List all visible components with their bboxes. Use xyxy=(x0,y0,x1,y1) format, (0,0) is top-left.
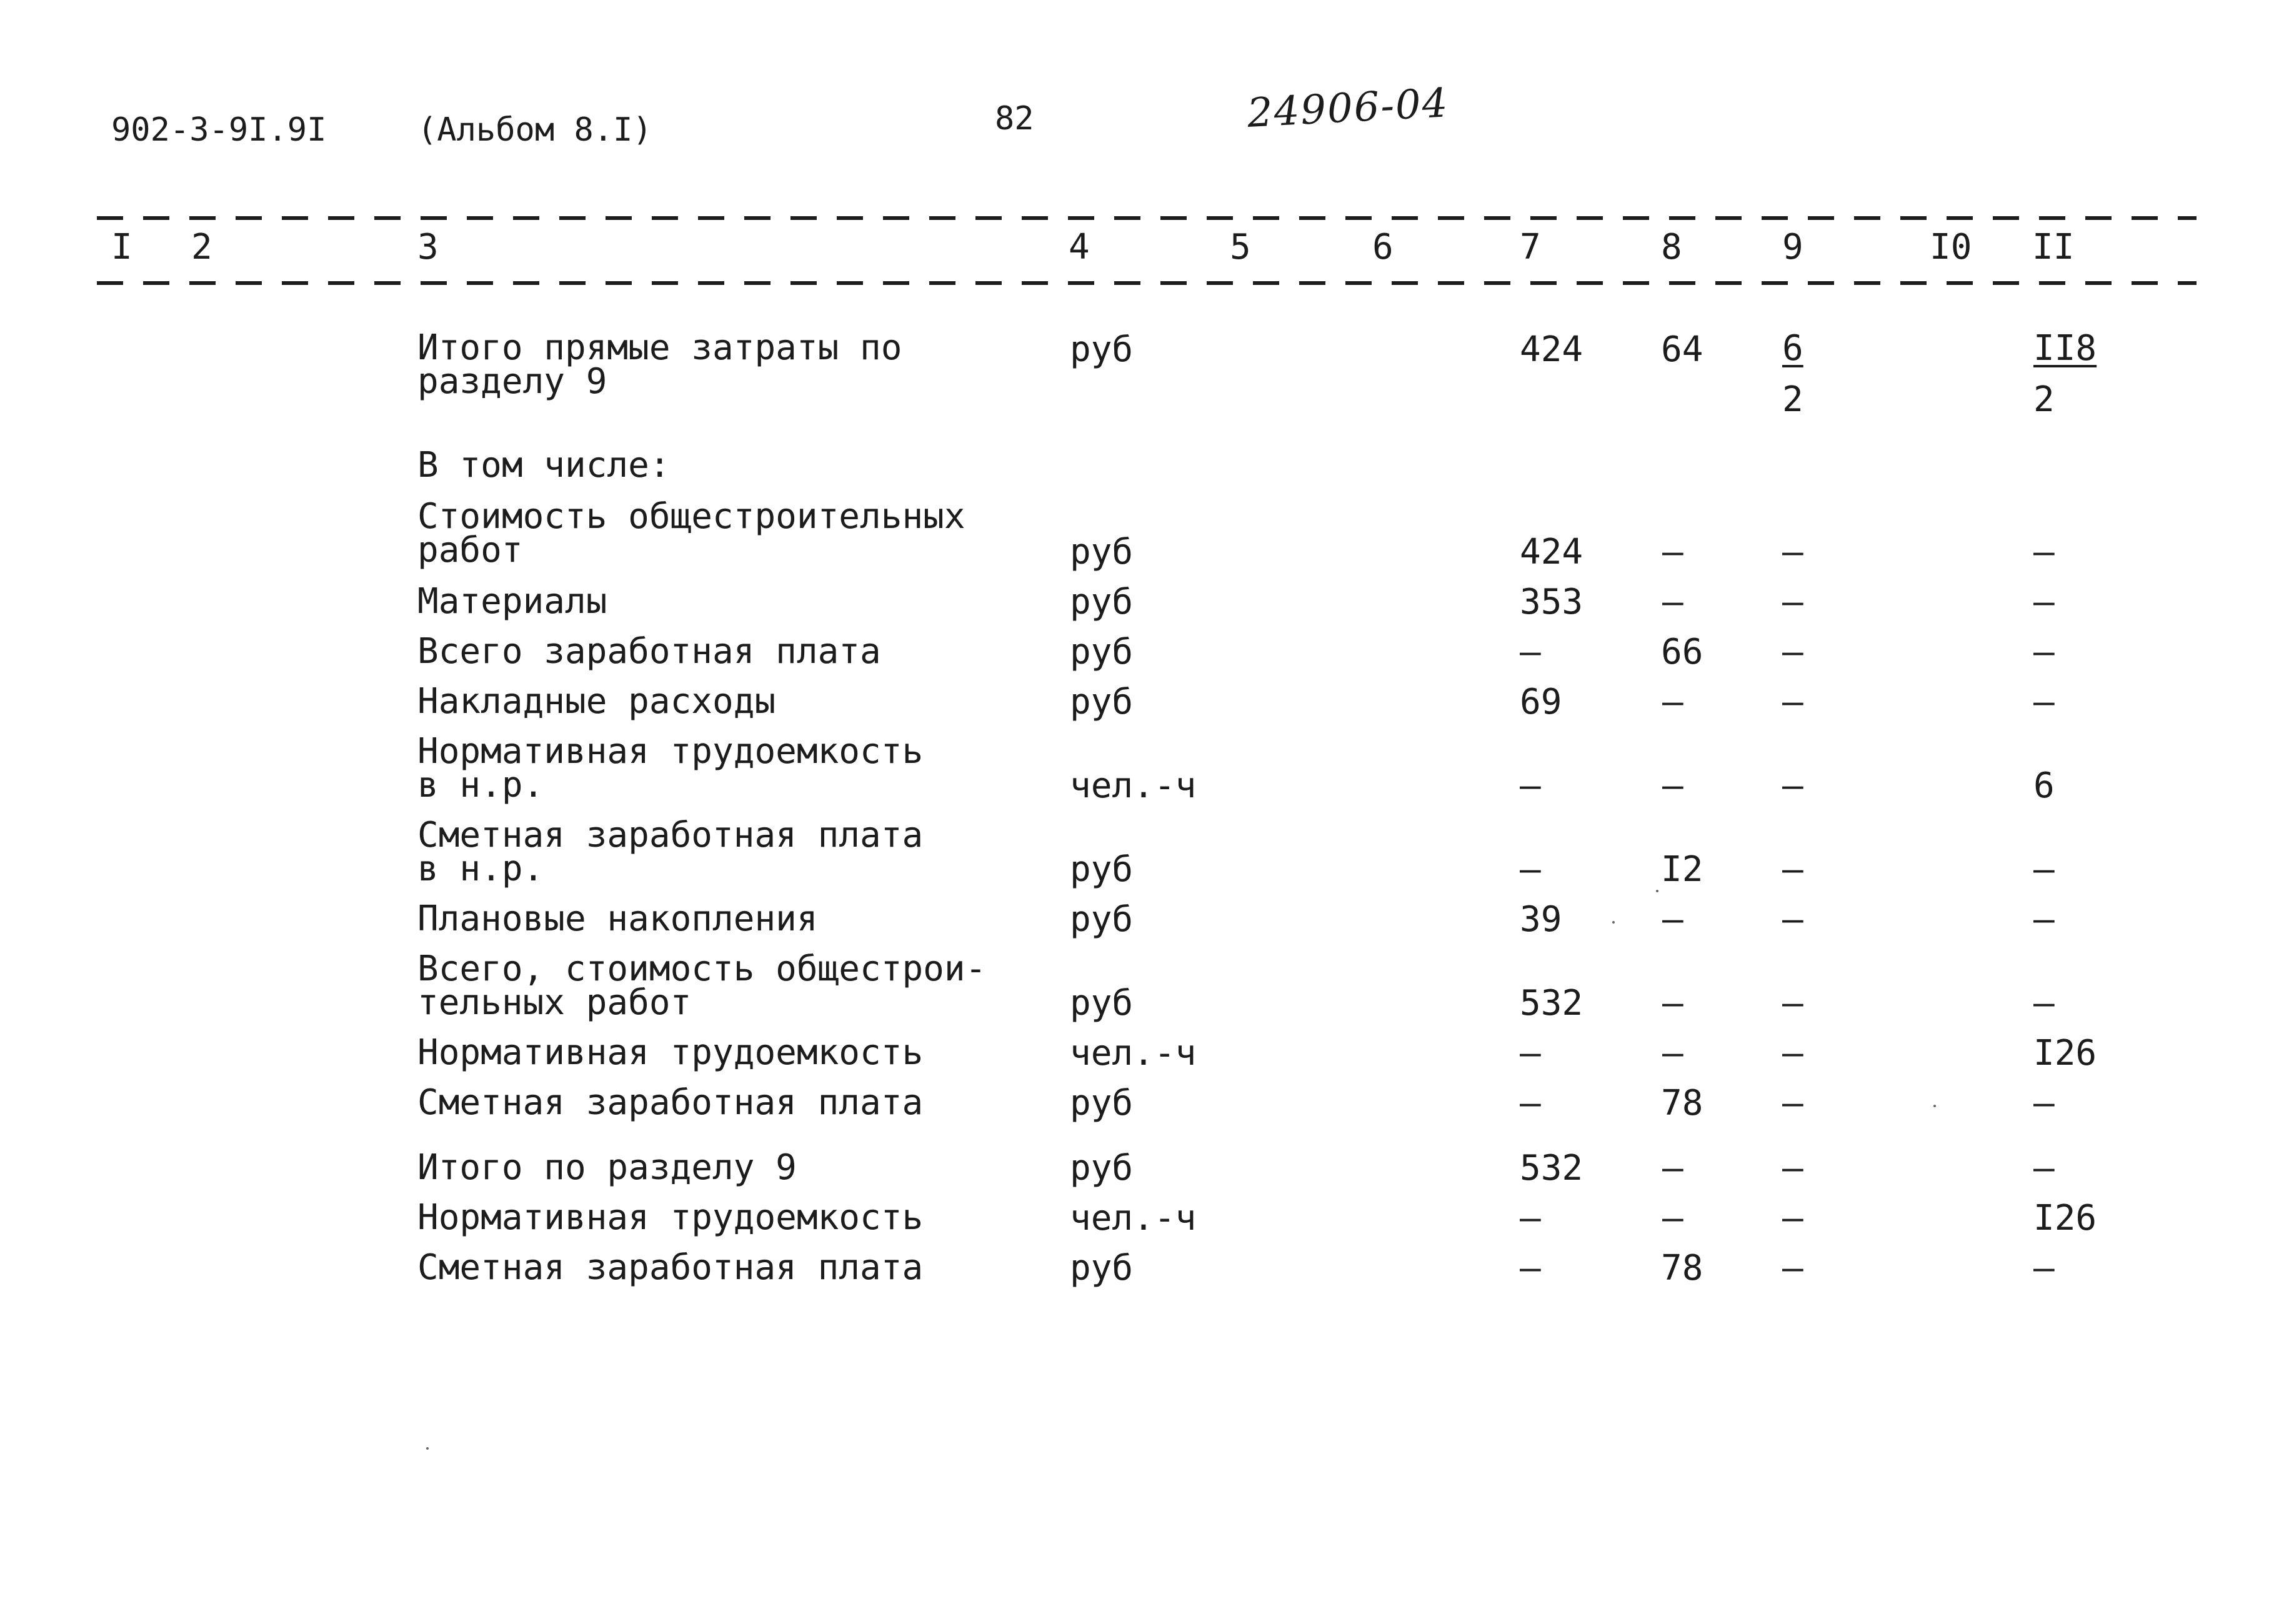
value-col11: – xyxy=(2033,849,2055,890)
value-col9: – xyxy=(1782,1033,1803,1074)
page-number: 82 xyxy=(995,100,1034,137)
description-line: Накладные расходы xyxy=(417,681,776,722)
column-number-9: 9 xyxy=(1782,227,1803,267)
value-col8: – xyxy=(1662,532,1683,572)
table-row-description xyxy=(417,1147,1042,1188)
value-col11: – xyxy=(2033,899,2055,940)
value-col8: I2 xyxy=(1661,849,1703,890)
value-col11: 6 xyxy=(2033,765,2055,806)
unit-cell: чел.-ч xyxy=(1070,1033,1197,1074)
description-line: Нормативная трудоемкость xyxy=(417,731,924,772)
table-row-description xyxy=(417,681,1042,722)
description-line: работ xyxy=(417,530,523,570)
value-col8: – xyxy=(1662,682,1683,722)
column-number-11: II xyxy=(2032,227,2075,267)
description-line: в н.р. xyxy=(417,765,544,805)
value-col7: – xyxy=(1520,765,1541,806)
value-col7: – xyxy=(1520,1198,1541,1238)
table-row-description xyxy=(417,899,1042,939)
unit-cell: руб xyxy=(1070,1148,1134,1188)
value-col11: I26 xyxy=(2033,1033,2097,1074)
unit-cell: руб xyxy=(1070,632,1134,672)
value-col7: 532 xyxy=(1520,1148,1583,1188)
unit-cell: чел.-ч xyxy=(1070,765,1197,806)
value-col11: – xyxy=(2033,1083,2055,1123)
value-col9-denominator: 2 xyxy=(1782,379,1803,420)
value-col11: I26 xyxy=(2033,1198,2097,1238)
value-col11: – xyxy=(2033,682,2055,722)
description-line: Плановые накопления xyxy=(417,899,818,939)
description-line: Итого прямые затраты по xyxy=(417,327,902,368)
value-col7: – xyxy=(1520,1083,1541,1123)
description-line: Сметная заработная плата xyxy=(417,1247,924,1288)
subsection-label xyxy=(417,445,1042,486)
value-col11: – xyxy=(2033,582,2055,622)
value-col9: – xyxy=(1782,983,1803,1024)
value-col8: – xyxy=(1662,1198,1683,1238)
unit-cell: руб xyxy=(1070,582,1134,622)
value-col7: 39 xyxy=(1520,899,1562,940)
table-row-description xyxy=(417,1247,1042,1288)
scan-speck xyxy=(1933,1105,1936,1107)
value-col9: – xyxy=(1782,1198,1803,1238)
table-row-description xyxy=(417,731,1042,805)
description-line: разделу 9 xyxy=(417,361,607,402)
scan-speck xyxy=(426,1447,429,1450)
description-line: Всего заработная плата xyxy=(417,631,881,672)
unit-cell: чел.-ч xyxy=(1070,1198,1197,1238)
table-row-description xyxy=(417,815,1042,889)
value-col8: – xyxy=(1662,983,1683,1024)
value-col7: 69 xyxy=(1520,682,1562,722)
value-col9: – xyxy=(1782,849,1803,890)
unit-cell: руб xyxy=(1070,329,1134,370)
table-row-description xyxy=(417,1032,1042,1073)
value-col7: – xyxy=(1520,1033,1541,1074)
column-number-10: I0 xyxy=(1930,227,1972,267)
column-number-5: 5 xyxy=(1230,227,1251,267)
value-col11: – xyxy=(2033,632,2055,672)
description-line: Нормативная трудоемкость xyxy=(417,1197,924,1238)
value-col7: 424 xyxy=(1520,532,1583,572)
value-col7: – xyxy=(1520,849,1541,890)
value-col9: – xyxy=(1782,532,1803,572)
value-col7: – xyxy=(1520,1248,1541,1288)
value-col7: – xyxy=(1520,632,1541,672)
column-number-1: I xyxy=(111,227,132,267)
value-col9: – xyxy=(1782,899,1803,940)
table-row-description xyxy=(417,949,1042,1023)
unit-cell: руб xyxy=(1070,1248,1134,1288)
column-number-6: 6 xyxy=(1372,227,1394,267)
value-col11-denominator: 2 xyxy=(2033,379,2055,420)
column-number-8: 8 xyxy=(1661,227,1682,267)
description-line: Всего, стоимость общестрои- xyxy=(417,949,987,989)
table-row-description xyxy=(417,581,1042,622)
value-col7: 353 xyxy=(1520,582,1583,622)
header-bottom-rule xyxy=(97,281,2197,285)
scan-speck xyxy=(1612,921,1615,924)
unit-cell: руб xyxy=(1070,682,1134,722)
header-top-rule xyxy=(97,216,2197,220)
column-number-3: 3 xyxy=(417,227,439,267)
table-row-description xyxy=(417,496,1042,570)
value-col11: – xyxy=(2033,1148,2055,1188)
description-line: Материалы xyxy=(417,581,607,622)
value-col9-numerator: 6 xyxy=(1782,328,1803,369)
unit-cell: руб xyxy=(1070,849,1134,890)
value-col7: 532 xyxy=(1520,983,1583,1024)
description-line: Сметная заработная плата xyxy=(417,815,924,855)
value-col11: – xyxy=(2033,983,2055,1024)
column-number-2: 2 xyxy=(191,227,212,267)
table-row-description xyxy=(417,327,1042,402)
value-col8: 64 xyxy=(1661,329,1703,370)
value-col8: – xyxy=(1662,899,1683,940)
table-row-description xyxy=(417,1197,1042,1238)
column-number-4: 4 xyxy=(1069,227,1090,267)
column-number-7: 7 xyxy=(1520,227,1541,267)
description-line: Итого по разделу 9 xyxy=(417,1147,797,1188)
album-reference: (Альбом 8.I) xyxy=(417,111,652,149)
value-col8: – xyxy=(1662,1033,1683,1074)
value-col11-numerator: II8 xyxy=(2033,328,2097,369)
unit-cell: руб xyxy=(1070,532,1134,572)
description-line: тельных работ xyxy=(417,982,692,1023)
table-row-description xyxy=(417,1082,1042,1123)
description-line: Сметная заработная плата xyxy=(417,1082,924,1123)
value-col8: 78 xyxy=(1661,1248,1703,1288)
unit-cell: руб xyxy=(1070,983,1134,1024)
description-line: в н.р. xyxy=(417,849,544,889)
unit-cell: руб xyxy=(1070,899,1134,940)
document-code: 902-3-9I.9I xyxy=(111,111,327,149)
value-col9: – xyxy=(1782,582,1803,622)
value-col9: – xyxy=(1782,632,1803,672)
handwritten-number: 24906-04 xyxy=(1246,80,1450,137)
value-col8: – xyxy=(1662,765,1683,806)
value-col9: – xyxy=(1782,1083,1803,1123)
description-line: Нормативная трудоемкость xyxy=(417,1032,924,1073)
value-col8: – xyxy=(1662,1148,1683,1188)
value-col9: – xyxy=(1782,1148,1803,1188)
value-col11: – xyxy=(2033,1248,2055,1288)
unit-cell: руб xyxy=(1070,1083,1134,1123)
description-line: Стоимость общестроительных xyxy=(417,496,965,537)
scan-speck xyxy=(1656,890,1658,892)
value-col9: – xyxy=(1782,765,1803,806)
value-col9: – xyxy=(1782,682,1803,722)
value-col8: – xyxy=(1662,582,1683,622)
value-col11: – xyxy=(2033,532,2055,572)
value-col7: 424 xyxy=(1520,329,1583,370)
description-line: В том числе: xyxy=(417,445,671,486)
value-col8: 66 xyxy=(1661,632,1703,672)
value-col8: 78 xyxy=(1661,1083,1703,1123)
table-row-description xyxy=(417,631,1042,672)
value-col9: – xyxy=(1782,1248,1803,1288)
